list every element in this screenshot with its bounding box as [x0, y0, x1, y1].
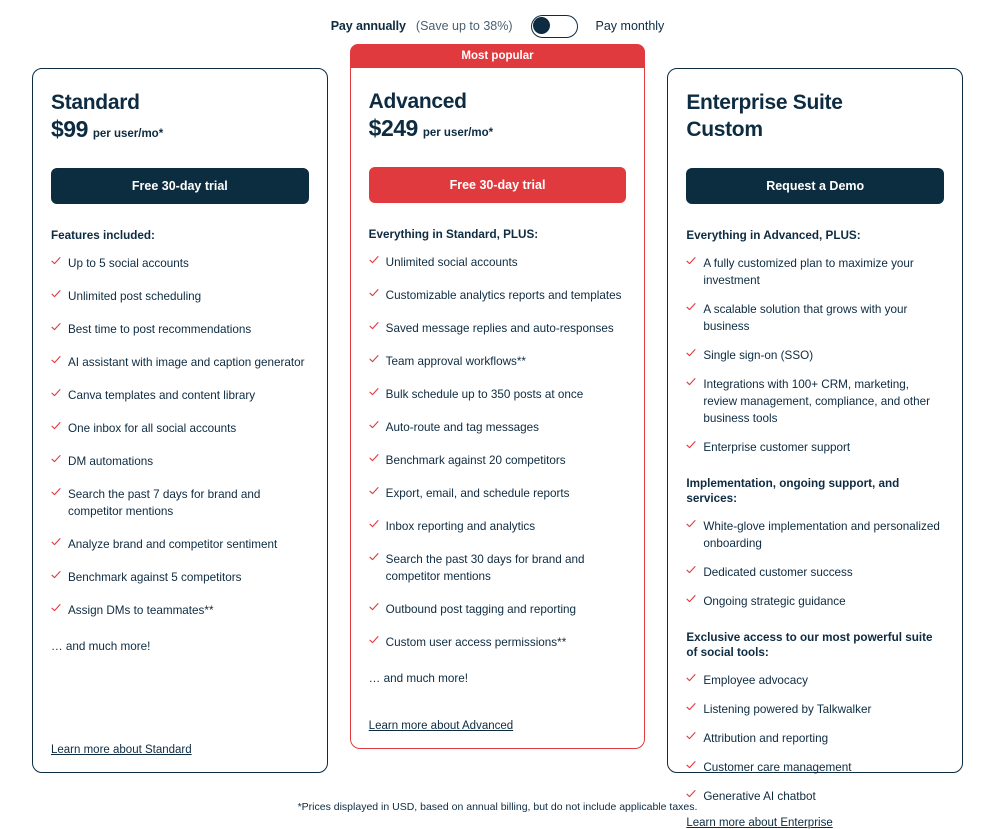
check-icon — [686, 348, 696, 363]
check-icon — [686, 440, 696, 455]
feature-item — [686, 255, 944, 289]
feature-item — [686, 759, 944, 776]
most-popular-badge: Most popular — [350, 44, 646, 68]
card-spacer — [51, 654, 309, 744]
plan-price-row — [51, 117, 309, 142]
feature-item — [686, 788, 944, 805]
feature-item — [369, 353, 627, 370]
check-icon — [369, 486, 379, 501]
feature-item — [369, 254, 627, 271]
plan-card-standard-wrapper — [32, 68, 328, 773]
plan-price-unit: per user/mo* — [422, 127, 494, 139]
check-icon — [51, 322, 61, 337]
check-icon — [51, 454, 61, 469]
check-icon — [51, 421, 61, 436]
feature-item — [51, 420, 309, 437]
check-icon — [369, 420, 379, 435]
feature-item — [369, 452, 627, 469]
feature-item — [369, 320, 627, 337]
check-icon — [51, 537, 61, 552]
feature-item — [51, 321, 309, 338]
features-heading: Everything in Standard, PLUS: — [368, 228, 539, 241]
feature-label: Customer care management — [703, 761, 852, 774]
feature-label: Outbound post tagging and reporting — [385, 603, 577, 616]
plan-price: Custom — [686, 118, 763, 141]
check-icon — [369, 453, 379, 468]
features-section-heading: Implementation, ongoing support, and services: — [686, 477, 900, 505]
billing-period-toggle[interactable] — [531, 15, 578, 38]
pay-annually-label: Pay annually — [330, 19, 406, 33]
feature-label: Saved message replies and auto-responses — [385, 322, 614, 335]
feature-item — [51, 354, 309, 371]
feature-label: Listening powered by Talkwalker — [703, 703, 872, 716]
feature-item — [686, 439, 944, 456]
check-icon — [686, 731, 696, 746]
card-spacer — [369, 686, 627, 720]
feature-label: Generative AI chatbot — [703, 790, 816, 803]
feature-item — [686, 376, 944, 427]
feature-label: Dedicated customer success — [703, 566, 853, 579]
feature-item — [51, 255, 309, 272]
feature-label: Best time to post recommendations — [68, 323, 252, 336]
check-icon — [369, 255, 379, 270]
plan-price: $99 — [51, 116, 88, 142]
feature-label: Auto-route and tag messages — [385, 421, 540, 434]
check-icon — [369, 552, 379, 567]
feature-label: DM automations — [68, 455, 154, 468]
feature-label: AI assistant with image and caption generator — [68, 356, 305, 369]
check-icon — [369, 387, 379, 402]
check-icon — [686, 594, 696, 609]
feature-label: Unlimited post scheduling — [68, 290, 202, 303]
feature-item — [51, 453, 309, 470]
check-icon — [686, 789, 696, 804]
feature-label: A scalable solution that grows with your business — [703, 303, 908, 333]
feature-label: Team approval workflows** — [385, 355, 526, 368]
feature-label: A fully customized plan to maximize your investment — [703, 257, 914, 287]
toggle-knob — [533, 17, 550, 34]
plan-price-unit: per user/mo* — [92, 128, 164, 140]
check-icon — [686, 256, 696, 271]
check-icon — [51, 388, 61, 403]
check-icon — [51, 487, 61, 502]
free-trial-button[interactable]: Free 30-day trial — [51, 168, 309, 204]
feature-item — [369, 287, 627, 304]
plan-name: Advanced — [368, 90, 467, 113]
feature-label: Up to 5 social accounts — [68, 257, 189, 270]
feature-label: Customizable analytics reports and templates — [385, 289, 622, 302]
check-icon — [51, 570, 61, 585]
feature-label: Enterprise customer support — [703, 441, 851, 454]
feature-item — [369, 518, 627, 535]
request-demo-button[interactable]: Request a Demo — [686, 168, 944, 204]
feature-label: Ongoing strategic guidance — [703, 595, 846, 608]
feature-item — [369, 386, 627, 403]
feature-item — [51, 569, 309, 586]
pay-monthly-label[interactable]: Pay monthly — [595, 19, 665, 33]
feature-label: Attribution and reporting — [703, 732, 829, 745]
feature-item — [369, 551, 627, 585]
feature-item — [686, 301, 944, 335]
feature-item — [51, 536, 309, 553]
plan-card-standard — [32, 68, 328, 773]
check-icon — [686, 702, 696, 717]
check-icon — [51, 355, 61, 370]
feature-label: Assign DMs to teammates** — [68, 604, 214, 617]
plan-card-enterprise — [667, 68, 963, 829]
feature-item — [51, 288, 309, 305]
plan-card-advanced-wrapper — [350, 44, 646, 749]
feature-label: Export, email, and schedule reports — [385, 487, 570, 500]
feature-item — [686, 672, 944, 689]
check-icon — [51, 289, 61, 304]
plan-price-row — [369, 116, 627, 141]
check-icon — [369, 354, 379, 369]
feature-label: Bulk schedule up to 350 posts at once — [385, 388, 584, 401]
feature-item — [686, 564, 944, 581]
feature-label: Search the past 7 days for brand and competitor mentions — [68, 488, 261, 518]
feature-label: Unlimited social accounts — [385, 256, 518, 269]
check-icon — [686, 377, 696, 392]
check-icon — [686, 302, 696, 317]
pricing-footnote: *Prices displayed in USD, based on annual billing, but do not include applicable taxes. — [297, 801, 698, 813]
plan-name: Enterprise Suite — [686, 91, 843, 114]
feature-label: Canva templates and content library — [68, 389, 256, 402]
feature-item — [686, 347, 944, 364]
check-icon — [51, 603, 61, 618]
free-trial-button[interactable]: Free 30-day trial — [369, 167, 627, 203]
feature-item — [51, 387, 309, 404]
feature-label: Inbox reporting and analytics — [385, 520, 536, 533]
savings-label: (Save up to 38%) — [415, 19, 513, 33]
feature-label: Analyze brand and competitor sentiment — [68, 538, 278, 551]
feature-item — [51, 486, 309, 520]
feature-item — [369, 485, 627, 502]
feature-item — [686, 701, 944, 718]
check-icon — [369, 635, 379, 650]
feature-label: Benchmark against 5 competitors — [68, 571, 242, 584]
plan-card-advanced — [350, 68, 646, 749]
billing-toggle-bar — [0, 0, 995, 44]
feature-item — [686, 593, 944, 610]
plan-price: $249 — [368, 115, 418, 141]
and-much-more-text: … and much more! — [51, 640, 151, 653]
features-heading: Everything in Advanced, PLUS: — [686, 229, 861, 242]
feature-item — [51, 602, 309, 619]
feature-label: White-glove implementation and personalized onboarding — [703, 520, 940, 550]
feature-label: Benchmark against 20 competitors — [385, 454, 566, 467]
feature-item — [686, 730, 944, 747]
features-section-heading: Exclusive access to our most powerful suite of social tools: — [686, 631, 933, 659]
learn-more-link[interactable]: Learn more about Standard — [51, 744, 192, 756]
feature-item — [369, 419, 627, 436]
feature-label: Custom user access permissions** — [385, 636, 567, 649]
feature-label: Integrations with 100+ CRM, marketing, review management, compliance, and other business tools — [703, 378, 931, 425]
feature-item — [369, 634, 627, 651]
feature-label: One inbox for all social accounts — [68, 422, 237, 435]
features-heading: Features included: — [51, 229, 155, 242]
feature-label: Search the past 30 days for brand and competitor mentions — [385, 553, 585, 583]
feature-label: Single sign-on (SSO) — [703, 349, 814, 362]
and-much-more-text: … and much more! — [368, 672, 469, 685]
check-icon — [369, 321, 379, 336]
learn-more-link[interactable]: Learn more about Advanced — [368, 720, 514, 732]
check-icon — [686, 519, 696, 534]
plan-card-enterprise-wrapper — [667, 68, 963, 829]
check-icon — [686, 760, 696, 775]
plan-name: Standard — [51, 91, 140, 114]
check-icon — [686, 565, 696, 580]
check-icon — [686, 673, 696, 688]
check-icon — [369, 602, 379, 617]
check-icon — [369, 519, 379, 534]
feature-item — [686, 518, 944, 552]
feature-label: Employee advocacy — [703, 674, 808, 687]
learn-more-link[interactable]: Learn more about Enterprise — [686, 817, 833, 829]
feature-item — [369, 601, 627, 618]
check-icon — [51, 256, 61, 271]
check-icon — [369, 288, 379, 303]
